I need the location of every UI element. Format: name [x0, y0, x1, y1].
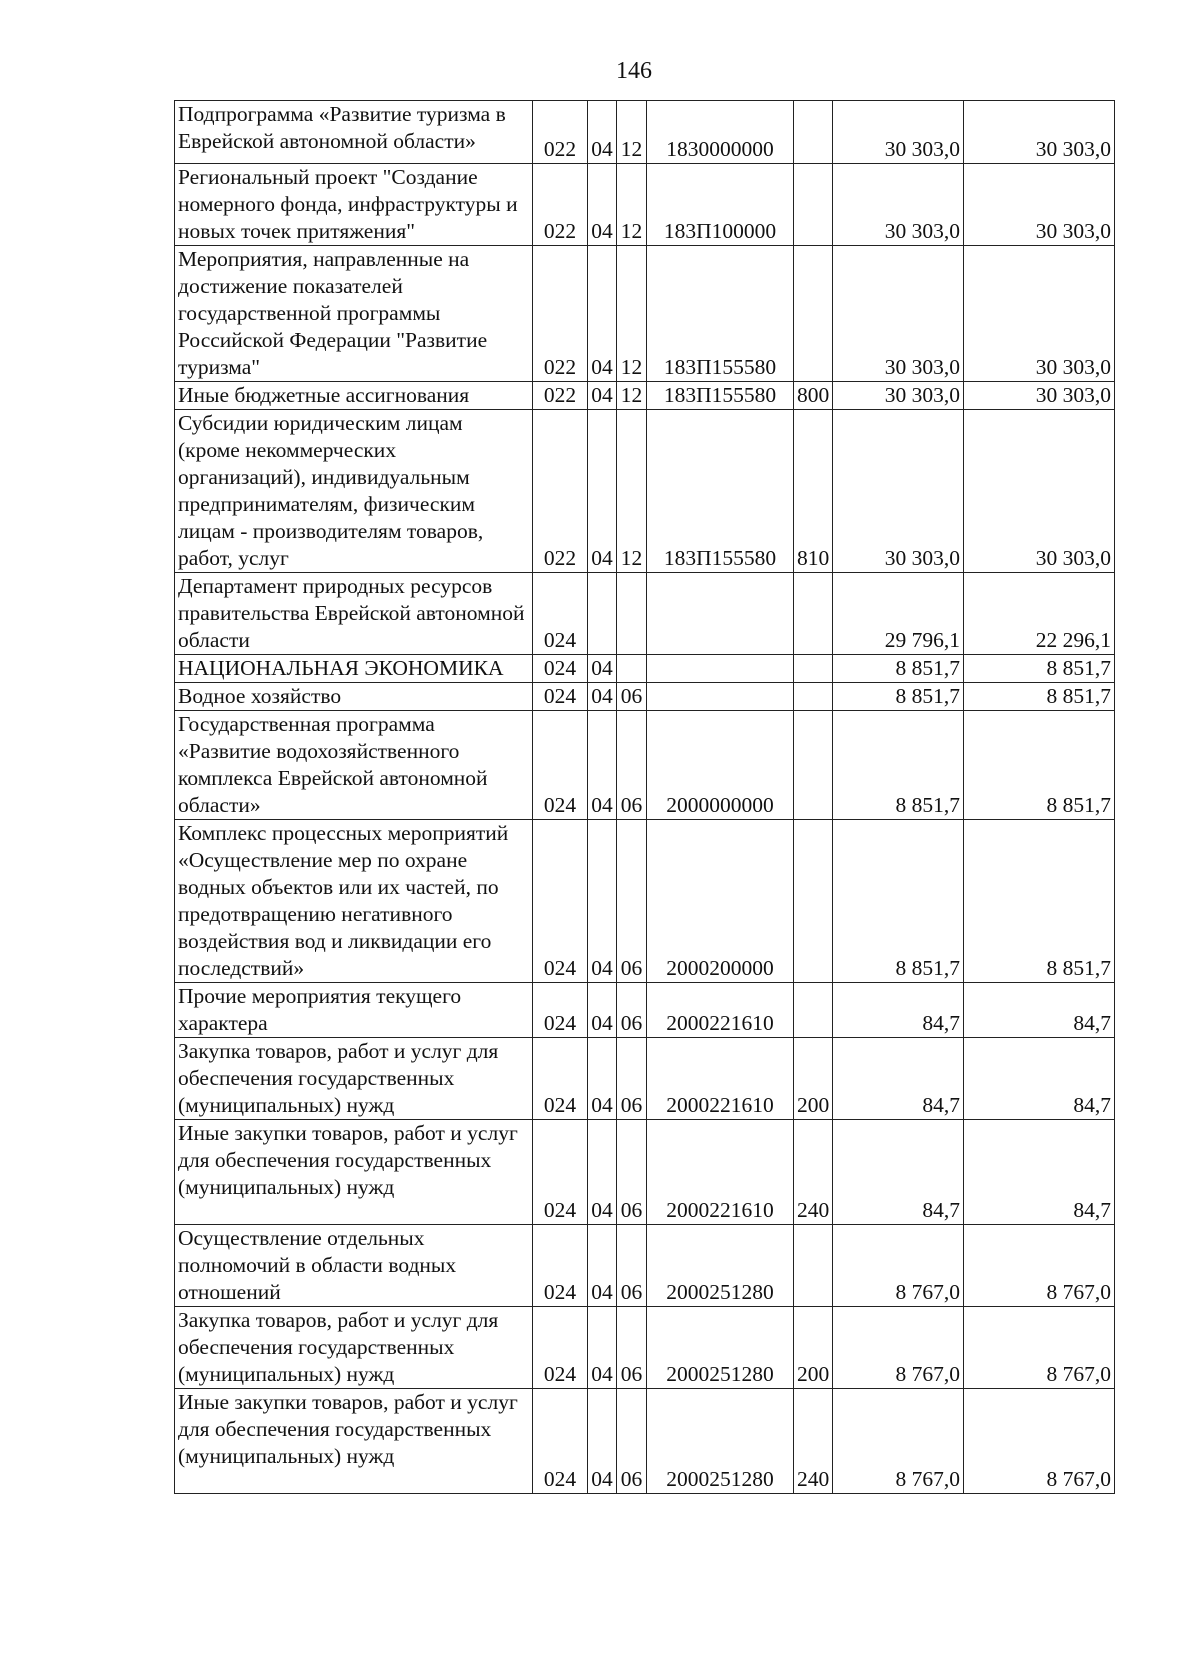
- row-section-code: 04: [588, 1389, 617, 1494]
- row-ministry-code: 024: [533, 1120, 588, 1225]
- row-name-text: Иные закупки товаров, работ и услуг для обеспечения государственных (муниципальных) нужд: [178, 1390, 518, 1468]
- table-row: [175, 1038, 1115, 1120]
- row-subsection-code: 12: [617, 382, 647, 410]
- row-name: [175, 410, 533, 573]
- row-subsection-code: 12: [617, 410, 647, 573]
- row-subsection-code: 06: [617, 683, 647, 711]
- row-expense-type: 200: [794, 1038, 833, 1120]
- row-expense-type: [794, 246, 833, 382]
- row-expense-type: [794, 820, 833, 983]
- row-target-article: 2000000000: [647, 711, 794, 820]
- row-section-code: 04: [588, 711, 617, 820]
- row-name-text: НАЦИОНАЛЬНАЯ ЭКОНОМИКА: [178, 656, 504, 680]
- row-amount-1: 30 303,0: [833, 101, 964, 164]
- row-subsection-code: 06: [617, 711, 647, 820]
- table-row: [175, 101, 1115, 164]
- row-name-text: Закупка товаров, работ и услуг для обеспечения государственных (муниципальных) нужд: [178, 1039, 499, 1117]
- row-name: [175, 1225, 533, 1307]
- table-row: [175, 1225, 1115, 1307]
- row-amount-2: 84,7: [964, 1038, 1115, 1120]
- row-expense-type: 810: [794, 410, 833, 573]
- row-expense-type: [794, 655, 833, 683]
- row-amount-2: 84,7: [964, 983, 1115, 1038]
- row-name: [175, 1120, 533, 1225]
- row-subsection-code: 06: [617, 1307, 647, 1389]
- table-row: [175, 246, 1115, 382]
- row-subsection-code: 06: [617, 1120, 647, 1225]
- row-name: [175, 246, 533, 382]
- row-name: [175, 382, 533, 410]
- row-target-article: 2000251280: [647, 1389, 794, 1494]
- row-section-code: 04: [588, 820, 617, 983]
- row-amount-1: 30 303,0: [833, 410, 964, 573]
- row-name-text: Закупка товаров, работ и услуг для обеспечения государственных (муниципальных) нужд: [178, 1308, 499, 1386]
- row-name: [175, 1038, 533, 1120]
- page-number: 146: [616, 58, 652, 84]
- row-expense-type: 240: [794, 1389, 833, 1494]
- row-amount-2: 30 303,0: [964, 410, 1115, 573]
- table-row: [175, 382, 1115, 410]
- row-amount-1: 8 851,7: [833, 820, 964, 983]
- row-ministry-code: 024: [533, 655, 588, 683]
- row-name: [175, 1389, 533, 1494]
- row-expense-type: 240: [794, 1120, 833, 1225]
- row-ministry-code: 022: [533, 164, 588, 246]
- row-target-article: 183П155580: [647, 382, 794, 410]
- row-amount-1: 84,7: [833, 983, 964, 1038]
- row-name-text: Мероприятия, направленные на достижение показателей государственной программы Российской Федерации "Развитие туризма": [178, 247, 488, 379]
- row-section-code: 04: [588, 101, 617, 164]
- row-ministry-code: 024: [533, 1225, 588, 1307]
- row-section-code: 04: [588, 410, 617, 573]
- row-subsection-code: 12: [617, 164, 647, 246]
- row-name: [175, 683, 533, 711]
- table-row: [175, 1307, 1115, 1389]
- row-amount-1: 8 851,7: [833, 711, 964, 820]
- row-ministry-code: 024: [533, 820, 588, 983]
- row-amount-2: 8 851,7: [964, 711, 1115, 820]
- table-row: [175, 1389, 1115, 1494]
- row-ministry-code: 022: [533, 382, 588, 410]
- row-name: [175, 655, 533, 683]
- row-target-article: 183П100000: [647, 164, 794, 246]
- row-name: [175, 101, 533, 164]
- row-amount-1: 30 303,0: [833, 382, 964, 410]
- row-name: [175, 164, 533, 246]
- table-row: [175, 573, 1115, 655]
- row-expense-type: [794, 983, 833, 1038]
- row-amount-2: 8 767,0: [964, 1225, 1115, 1307]
- row-ministry-code: 024: [533, 711, 588, 820]
- row-expense-type: [794, 101, 833, 164]
- row-subsection-code: 12: [617, 101, 647, 164]
- row-expense-type: 200: [794, 1307, 833, 1389]
- row-name-text: Водное хозяйство: [178, 684, 342, 708]
- row-name: [175, 711, 533, 820]
- row-amount-2: 8 767,0: [964, 1389, 1115, 1494]
- row-amount-2: 30 303,0: [964, 101, 1115, 164]
- row-section-code: 04: [588, 683, 617, 711]
- row-target-article: 2000221610: [647, 1120, 794, 1225]
- row-subsection-code: 06: [617, 1389, 647, 1494]
- row-amount-1: 30 303,0: [833, 246, 964, 382]
- row-target-article: 2000221610: [647, 1038, 794, 1120]
- row-subsection-code: 06: [617, 1038, 647, 1120]
- row-name: [175, 573, 533, 655]
- row-target-article: [647, 655, 794, 683]
- row-expense-type: [794, 683, 833, 711]
- row-amount-1: 84,7: [833, 1038, 964, 1120]
- row-section-code: 04: [588, 246, 617, 382]
- row-name-text: Иные закупки товаров, работ и услуг для обеспечения государственных (муниципальных) нужд: [178, 1121, 518, 1199]
- row-ministry-code: 024: [533, 683, 588, 711]
- row-ministry-code: 024: [533, 573, 588, 655]
- row-subsection-code: [617, 655, 647, 683]
- row-amount-2: 84,7: [964, 1120, 1115, 1225]
- row-amount-2: 30 303,0: [964, 246, 1115, 382]
- table-row: [175, 410, 1115, 573]
- row-subsection-code: [617, 573, 647, 655]
- row-amount-2: 22 296,1: [964, 573, 1115, 655]
- table-row: [175, 655, 1115, 683]
- row-section-code: 04: [588, 164, 617, 246]
- row-section-code: 04: [588, 1225, 617, 1307]
- table-row: [175, 683, 1115, 711]
- row-amount-1: 8 767,0: [833, 1225, 964, 1307]
- row-name-text: Субсидии юридическим лицам (кроме некоммерческих организаций), индивидуальным предпринимателям, физическим лицам - производителям товаров, работ, услуг: [178, 411, 484, 570]
- row-section-code: 04: [588, 983, 617, 1038]
- row-ministry-code: 024: [533, 1307, 588, 1389]
- budget-table: [174, 100, 1115, 1494]
- row-amount-1: 30 303,0: [833, 164, 964, 246]
- row-target-article: 183П155580: [647, 246, 794, 382]
- row-ministry-code: 024: [533, 983, 588, 1038]
- row-amount-1: 84,7: [833, 1120, 964, 1225]
- row-amount-2: 8 851,7: [964, 683, 1115, 711]
- row-expense-type: 800: [794, 382, 833, 410]
- row-name: [175, 820, 533, 983]
- table-row: [175, 820, 1115, 983]
- row-ministry-code: 022: [533, 246, 588, 382]
- row-amount-2: 30 303,0: [964, 164, 1115, 246]
- row-expense-type: [794, 573, 833, 655]
- table-row: [175, 164, 1115, 246]
- row-amount-1: 8 851,7: [833, 683, 964, 711]
- row-target-article: 2000251280: [647, 1225, 794, 1307]
- row-amount-2: 8 851,7: [964, 820, 1115, 983]
- row-expense-type: [794, 1225, 833, 1307]
- row-target-article: 183П155580: [647, 410, 794, 573]
- row-subsection-code: 06: [617, 820, 647, 983]
- table-row: [175, 983, 1115, 1038]
- row-name: [175, 983, 533, 1038]
- row-name-text: Иные бюджетные ассигнования: [178, 383, 470, 407]
- row-name-text: Департамент природных ресурсов правительства Еврейской автономной области: [178, 574, 525, 652]
- row-target-article: 2000200000: [647, 820, 794, 983]
- row-ministry-code: 024: [533, 1389, 588, 1494]
- row-subsection-code: 06: [617, 983, 647, 1038]
- row-expense-type: [794, 711, 833, 820]
- row-section-code: 04: [588, 382, 617, 410]
- row-expense-type: [794, 164, 833, 246]
- row-section-code: [588, 573, 617, 655]
- row-target-article: [647, 573, 794, 655]
- row-section-code: 04: [588, 655, 617, 683]
- row-amount-2: 30 303,0: [964, 382, 1115, 410]
- row-name-text: Прочие мероприятия текущего характера: [178, 984, 462, 1035]
- row-amount-1: 8 767,0: [833, 1307, 964, 1389]
- row-amount-2: 8 767,0: [964, 1307, 1115, 1389]
- row-subsection-code: 12: [617, 246, 647, 382]
- row-name-text: Комплекс процессных мероприятий «Осуществление мер по охране водных объектов или их частей, по предотвращению негативного воздействия вод и ликвидации его последствий»: [178, 821, 509, 980]
- row-name-text: Подпрограмма «Развитие туризма в Еврейской автономной области»: [178, 102, 506, 153]
- row-section-code: 04: [588, 1307, 617, 1389]
- row-target-article: 2000251280: [647, 1307, 794, 1389]
- row-target-article: 2000221610: [647, 983, 794, 1038]
- row-subsection-code: 06: [617, 1225, 647, 1307]
- row-ministry-code: 024: [533, 1038, 588, 1120]
- row-target-article: 1830000000: [647, 101, 794, 164]
- row-amount-1: 8 767,0: [833, 1389, 964, 1494]
- row-amount-2: 8 851,7: [964, 655, 1115, 683]
- row-name-text: Осуществление отдельных полномочий в области водных отношений: [178, 1226, 457, 1304]
- table-row: [175, 1120, 1115, 1225]
- budget-table-body: [175, 101, 1115, 1494]
- row-section-code: 04: [588, 1038, 617, 1120]
- row-ministry-code: 022: [533, 410, 588, 573]
- row-amount-1: 29 796,1: [833, 573, 964, 655]
- row-name-text: Государственная программа «Развитие водохозяйственного комплекса Еврейской автономной области»: [178, 712, 488, 817]
- row-section-code: 04: [588, 1120, 617, 1225]
- row-name-text: Региональный проект "Создание номерного фонда, инфраструктуры и новых точек притяжения": [178, 165, 518, 243]
- row-ministry-code: 022: [533, 101, 588, 164]
- row-amount-1: 8 851,7: [833, 655, 964, 683]
- table-row: [175, 711, 1115, 820]
- row-target-article: [647, 683, 794, 711]
- row-name: [175, 1307, 533, 1389]
